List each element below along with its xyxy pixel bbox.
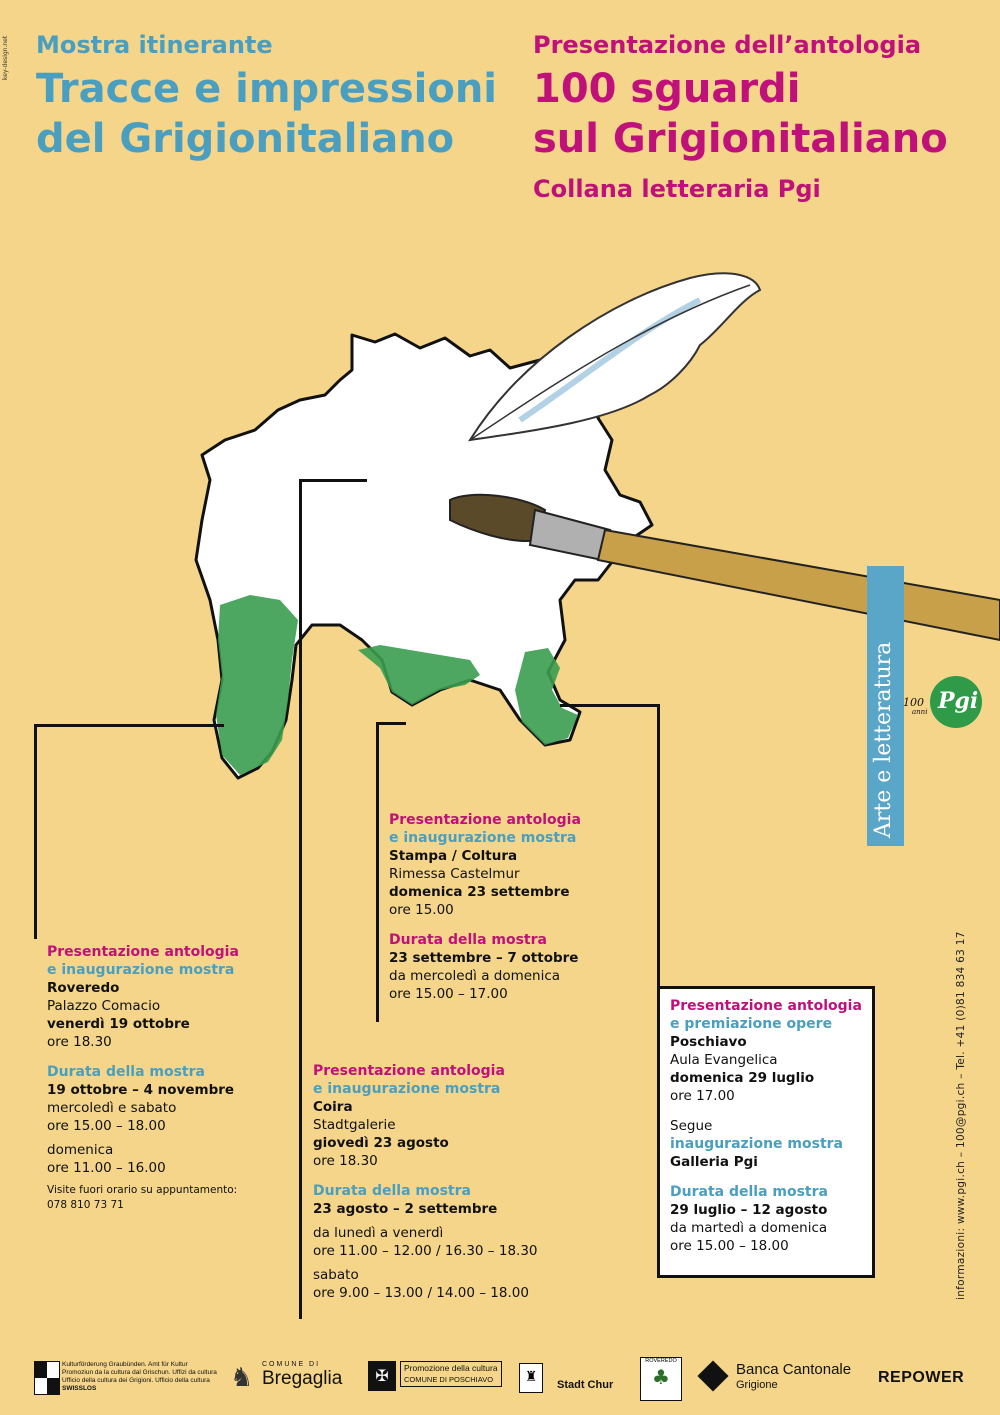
green-valley-west	[216, 595, 298, 775]
anthology-title-line2: sul Grigionitaliano	[533, 116, 948, 162]
sponsor-canton-culture: Kulturförderung Graubünden. Amt für Kultur Promoziun da la cultura dal Grischun. Uffizi da cultura Ufficio della cultura dei Grigioni. Ufficio della cultura SWISSLOS	[62, 1361, 217, 1392]
quill-icon	[470, 273, 760, 440]
chur-crest-icon: ♜	[519, 1363, 543, 1393]
sponsor-stadt-chur: Stadt Chur	[557, 1379, 614, 1391]
bank-logo-icon	[697, 1360, 728, 1391]
sponsor-roveredo: ROVEREDO ♣	[640, 1357, 682, 1401]
connector	[657, 704, 660, 988]
anthology-series: Collana letteraria Pgi	[533, 175, 821, 203]
badge-vertical-text: Arte e letteratura	[871, 641, 896, 838]
connector	[376, 722, 379, 1022]
graubuenden-crest-icon	[34, 1361, 60, 1395]
event-stampa: Presentazione antologia e inaugurazione mostra Stampa / Coltura Rimessa Castelmur domenica 23 settembre ore 15.00 Durata della mostra 23 settembre – 7 ottobre da mercoledì a domenica ore 15.00 – 17.00	[389, 812, 581, 1002]
bregaglia-ibex-icon: ♞	[230, 1363, 254, 1393]
anthology-title-line1: 100 sguardi	[533, 66, 801, 112]
contact-info: informazioni: www.pgi.ch – 100@pgi.ch – Tel. +41 (0)81 834 63 17	[955, 931, 967, 1300]
connector	[560, 704, 660, 707]
sponsor-bregaglia: COMUNE DI Bregaglia	[262, 1361, 343, 1389]
sponsors-row	[0, 1355, 1000, 1405]
event-roveredo: Presentazione antologia e inaugurazione mostra Roveredo Palazzo Comacio venerdì 19 ottobre ore 18.30 Durata della mostra 19 ottobre – 4 novembre mercoledì e sabato ore 15.00 – 18.00 domenica ore 11.00 – 16.00 Visite fuori orario su appuntamento: 078 810 73 71	[47, 944, 239, 1211]
sponsor-repower: REPOWER	[878, 1369, 965, 1386]
connector	[299, 479, 302, 1319]
sponsor-bank: Banca Cantonale Grigione	[736, 1361, 852, 1391]
pgi-logo-number: 100	[903, 696, 924, 709]
sponsor-poschiavo: Promozione della cultura COMUNE DI POSCHIAVO	[400, 1361, 502, 1387]
exhibit-title-line2: del Grigionitaliano	[36, 116, 455, 162]
connector	[34, 724, 37, 939]
connector	[376, 722, 406, 725]
exhibit-title-line1: Tracce e impressioni	[36, 66, 498, 112]
anthology-kicker: Presentazione dell’antologia	[533, 31, 922, 59]
badge-vertical-bar	[867, 566, 904, 846]
green-valley-east	[515, 648, 578, 745]
exhibit-kicker: Mostra itinerante	[36, 31, 273, 59]
side-credit: key-design.net	[2, 35, 9, 80]
event-coira: Presentazione antologia e inaugurazione mostra Coira Stadtgalerie giovedì 23 agosto ore 18.30 Durata della mostra 23 agosto – 2 settembre da lunedì a venerdì ore 11.00 – 12.00 / 16.30 – 18.30 sabato ore 9.00 – 13.00 / 14.00 – 18.00	[313, 1063, 538, 1301]
tree-icon: ♣	[652, 1365, 670, 1389]
right-header	[533, 30, 948, 204]
event-place: Roveredo	[47, 980, 120, 996]
connector	[299, 479, 367, 482]
poschiavo-keys-icon: ✠	[368, 1361, 396, 1391]
pgi-logo: Pgi	[930, 676, 982, 728]
event-poschiavo: Presentazione antologia e premiazione opere Poschiavo Aula Evangelica domenica 29 luglio ore 17.00 Segue inaugurazione mostra Galleria Pgi Durata della mostra 29 luglio – 12 agosto da martedì a domenica ore 15.00 – 18.00	[657, 986, 875, 1278]
left-header	[36, 30, 497, 164]
connector	[34, 724, 224, 727]
pgi-logo-sub: anni	[912, 708, 928, 716]
